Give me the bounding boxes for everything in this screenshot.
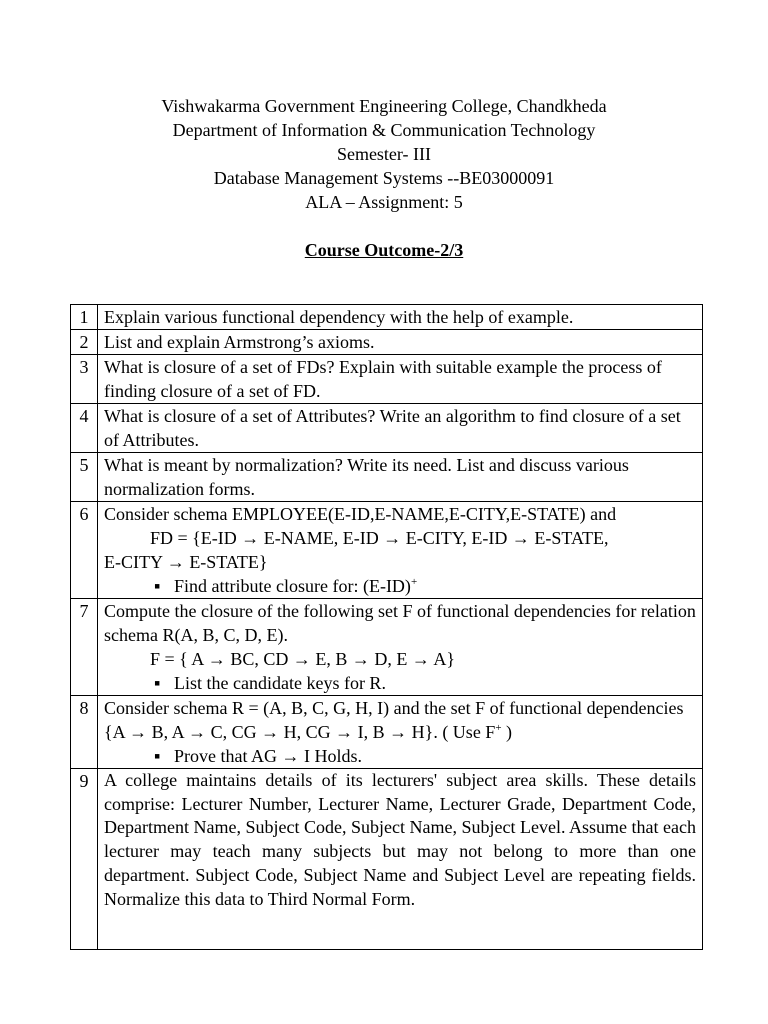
question-row-5 [71, 453, 703, 502]
fd-set: F = { A → BC, CD → E, B → D, E → A} [150, 649, 455, 669]
question-row-6 [71, 502, 703, 599]
sub-question: ▪ List the candidate keys for R. [104, 671, 696, 695]
college-name: Vishwakarma Government Engineering College, Chandkheda [161, 96, 607, 116]
closure-superscript: + [495, 722, 502, 734]
assignment-title: ALA – Assignment: 5 [305, 192, 463, 212]
question-number: 7 [71, 599, 98, 696]
question-row-8 [71, 696, 703, 769]
fd-set: FD = {E-ID → E-NAME, E-ID → E-CITY, E-ID → E-STATE, [150, 528, 609, 548]
question-text: Explain various functional dependency with the help of example. [98, 305, 703, 330]
question-number: 4 [71, 404, 98, 453]
question-row-3 [71, 355, 703, 404]
question-cell [98, 599, 703, 696]
subject-title: Database Management Systems --BE03000091 [213, 168, 555, 188]
course-outcome-text: Course Outcome-2/3 [304, 240, 464, 260]
document-header [0, 94, 768, 214]
closure-superscript: + [410, 576, 418, 588]
department-name: Department of Information & Communication Technology [172, 120, 596, 140]
fd-set-continued: E-CITY → E-STATE} [104, 552, 268, 572]
question-row-9 [71, 769, 703, 950]
question-number: 5 [71, 453, 98, 502]
question-row-2 [71, 330, 703, 355]
question-row-4 [71, 404, 703, 453]
question-text [104, 696, 696, 744]
question-row-7 [71, 599, 703, 696]
question-number: 2 [71, 330, 98, 355]
question-text: What is meant by normalization? Write its need. List and discuss various normalization forms. [98, 453, 703, 502]
question-cell [98, 696, 703, 769]
question-number: 8 [71, 696, 98, 769]
question-number: 1 [71, 305, 98, 330]
question-text: List and explain Armstrong’s axioms. [98, 330, 703, 355]
question-text: What is closure of a set of Attributes? Write an algorithm to find closure of a set of Attributes. [98, 404, 703, 453]
question-row-1 [71, 305, 703, 330]
question-text: What is closure of a set of FDs? Explain with suitable example the process of finding closure of a set of FD. [98, 355, 703, 404]
sub-question-text: Find attribute closure for: (E-ID) [174, 576, 411, 596]
questions-table [70, 304, 703, 950]
sub-question [104, 574, 696, 598]
question-text: A college maintains details of its lecturers' subject area skills. These details comprise: Lecturer Number, Lecturer Name, Lecturer Grade, Department Code, Department Name, Subject Code, Subject Name, Subject Level. Assume that each lecturer may teach many subjects but may not belong to more than one department. Subject Code, Subject Name and Subject Level are repeating fields. Normalize this data to Third Normal Form. [98, 769, 703, 950]
semester: Semester- III [336, 144, 432, 164]
question-text: Compute the closure of the following set F of functional dependencies for relation schema R(A, B, C, D, E). [104, 601, 696, 645]
question-number: 3 [71, 355, 98, 404]
question-text: Consider schema EMPLOYEE(E-ID,E-NAME,E-CITY,E-STATE) and [104, 504, 617, 524]
course-outcome-heading [0, 238, 768, 262]
question-text-main: Consider schema R = (A, B, C, G, H, I) and the set F of functional dependencies {A → B, A → C, CG → H, CG → I, B → H}. ( Use F [104, 698, 684, 742]
question-number: 9 [71, 769, 98, 950]
sub-question: ▪ Prove that AG → I Holds. [104, 744, 696, 768]
question-number: 6 [71, 502, 98, 599]
question-cell [98, 502, 703, 599]
question-text-end: ) [501, 722, 513, 742]
